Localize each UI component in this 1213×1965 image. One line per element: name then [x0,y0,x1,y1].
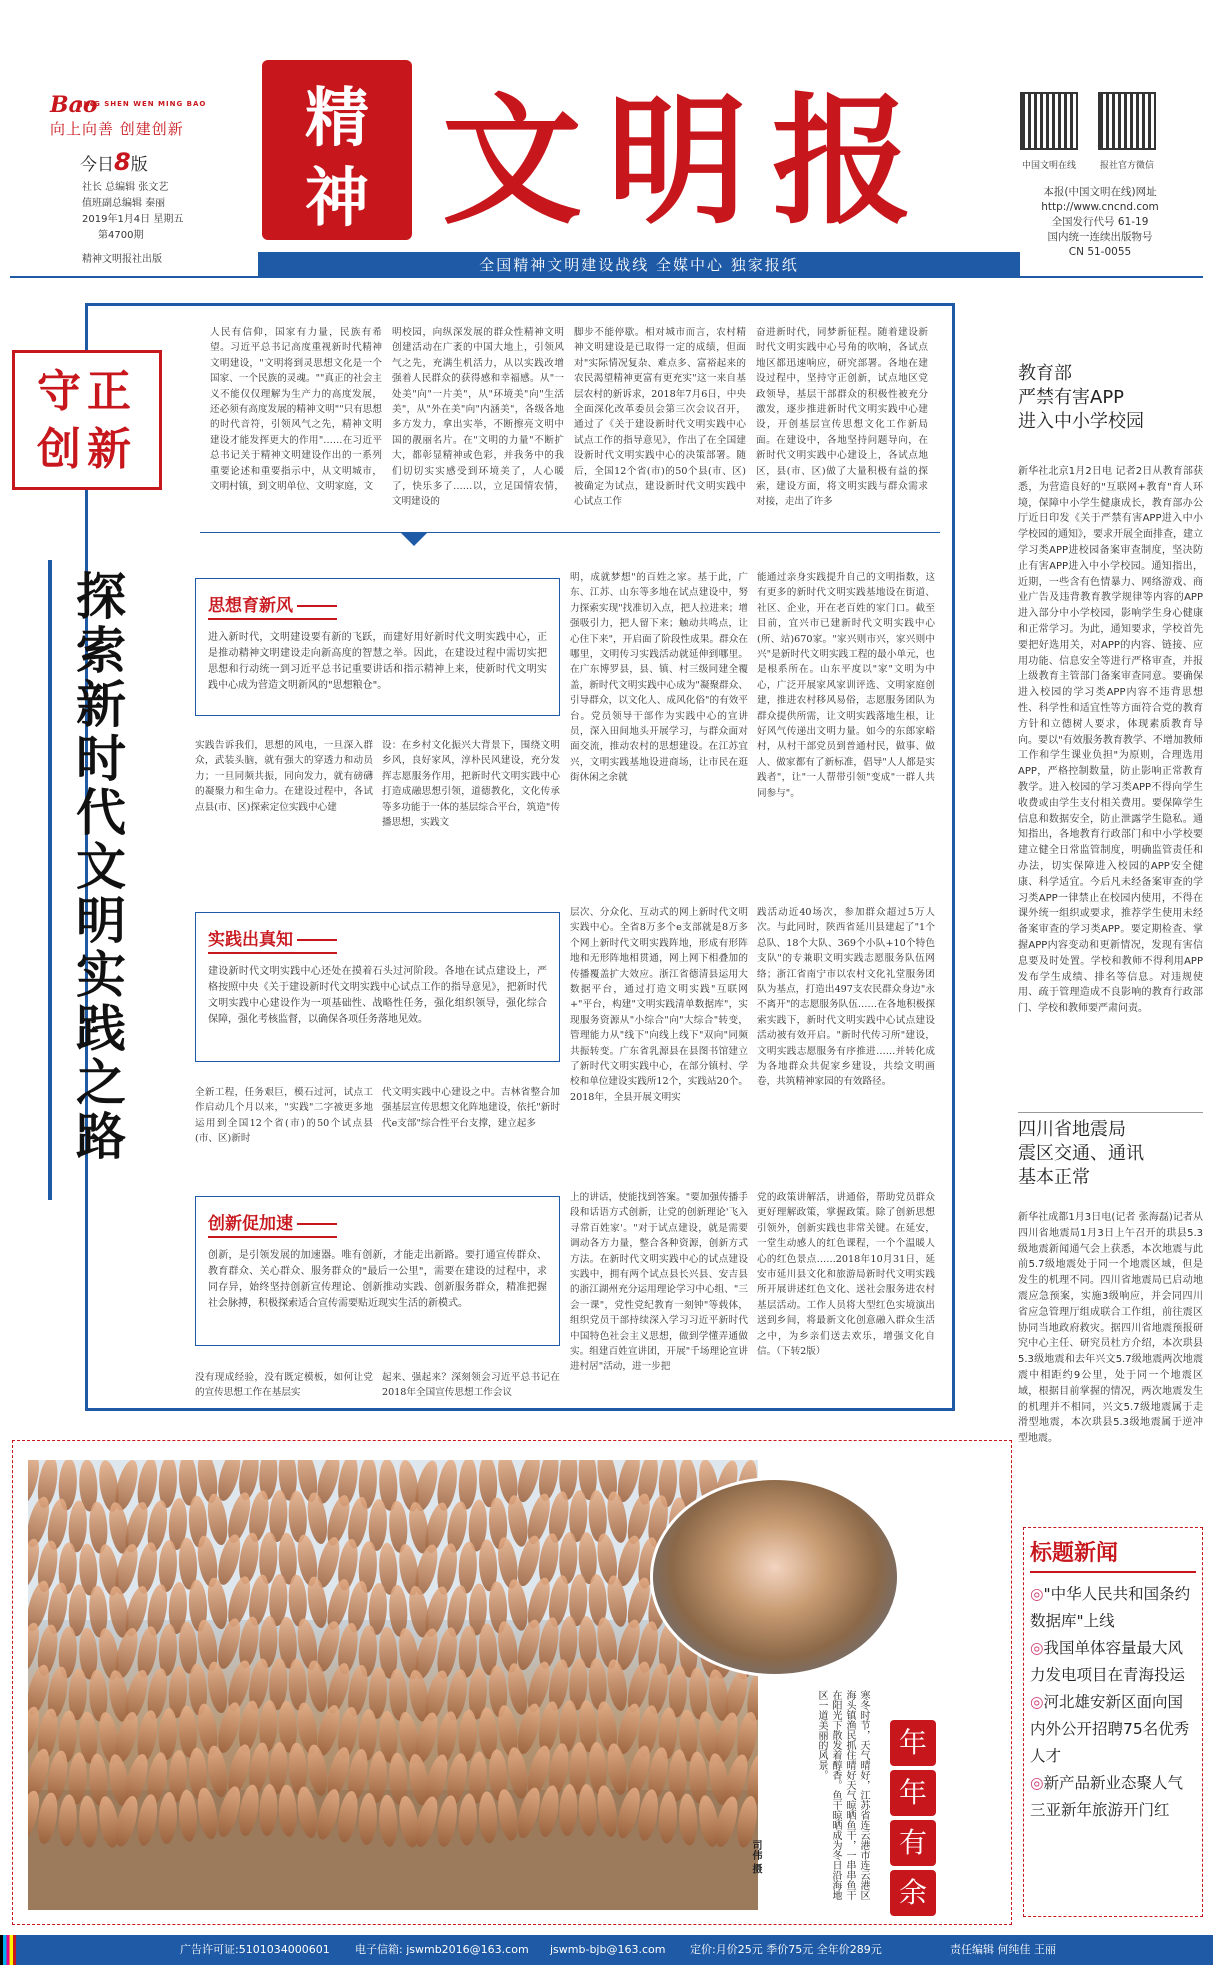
section-2-intro-box [195,912,560,1062]
headline-item[interactable] [1030,1770,1196,1824]
bullet-icon: ◎ [1030,1585,1044,1603]
headline-item-text: 河北雄安新区面向国内外公开招聘75名优秀人才 [1030,1693,1190,1765]
section-1-column-1: 实践告诉我们，思想的风电，一旦深入群众，武装头脑，就有强大的穿透力和动员力；一旦同频共振，同向发力，就有磅礴的凝聚力和生命力。在建设过程中，各试点县(市、区)探索定位实践中心建 [195,740,373,813]
masthead-blue-bar: 全国精神文明建设战线 全媒中心 独家报纸 [258,252,1020,278]
today-prefix: 今日 [80,155,114,175]
sidebar-story-2-body: 新华社成都1月3日电(记者 张海磊)记者从四川省地震局1月3日上午召开的珙县5.3级地震新闻通气会上获悉，本次地震与此前5.7级地震处于同一个地震区域，但是发生的机理不同。四川省地震局已启动地震应急预案，实施3级响应，并会同四川省应急管理厅组成联合工作组，前往震区协同当地政府救灾。据四川省地震预报研究中心主任、研究员杜方介绍，本次珙县5.3级地震和去年兴文5.7级地震两次地震震中相距约9公里，处于同一个地震区域，根据目前掌握的情况，两次地震发生的机理并不相同，兴文5.7级地震属于走滑型地震，本次珙县5.3级地震属于逆冲型地震。 [1018,1212,1203,1445]
footer-bar [0,1935,1213,1965]
section-1-column-3: 明，成就梦想"的百姓之家。基于此，广东、江苏、山东等多地在试点建设中，努力探索实现"找准切入点，把人拉进来；增强吸引力，把人留下来；触动共鸣点，让心住下来"，开启面了阶段性成果。群众在哪里，文明传习实践活动就延伸到哪里。在广东博罗县，县、镇、村三级同建全覆盖，新时代文明实践中心成为"凝聚群众、引导群众，以文化人、成风化俗"的有效平台。党员领导干部作为实践中心的宣讲员，深入田间地头开展学习，与群众面对面交流，推动农村的思想建设。在江苏宜兴，文明实践基地设进商场，让市民在逛街休闲之余就 [570,572,748,784]
badge-line-2: 创新 [37,424,137,475]
title-char-jing: 精 [305,81,369,156]
sidebar-story-1-body: 新华社北京1月2日电 记者2日从教育部获悉，为营造良好的"互联网+教育"育人环境，保障中小学生健康成长，教育部办公厅近日印发《关于严禁有害APP进入中小学校园的通知》，要求开展全面排查，建立学习类APP进校园备案审查制度，坚决防止有害APP进入中小学校园。通知指出，近期，一些含有色情暴力、网络游戏、商业广告及违背教育教学规律等内容的APP进入部分中小学校园，影响学生身心健康和正常学习。为此，通知要求，学校首先要把好选用关，对APP的内容、链接、应用功能、信息安全等进行严格审查，并报上级教育主管部门备案审查同意。要确保进入校园的学习类APP内容不违背思想性、科学性和适宜性等方面符合党的教育方针和立德树人要求，体现素质教育导向。要以"有效服务教育教学、不增加教师工作和学生课业负担"为原则，合理选用APP，严格控制数量，防止影响正常教育教学。进入校园的学习类APP不得向学生收费或由学生支付相关费用。要保障学生信息和数据安全，防止泄露学生隐私。通知指出，各地教育行政部门和中小学校要建立健全日常监管制度，明确监管责任和办法，切实保障进入校园的APP安全健康、科学适宜。今后凡未经备案审查的学习类APP一律禁止在校园内使用，不得在课外统一组织或要求，推荐学生使用未经备案审查的学习类APP。要定期检查、掌握APP内容变动和更新情况，发现有害信息要及时处置。学校和教师不得利用APP发布学生成绩、排名等信息。对违规使用、疏于管理造成不良影响的教育行政部门、学校和教师要严肃问责。 [1018,466,1203,1015]
section-3-intro-box [195,1196,560,1346]
section-2-title: 实践出真知 [208,925,337,954]
qr-code-icon [1098,92,1156,150]
headline-item-text: 我国单体容量最大风力发电项目在青海投运 [1030,1639,1186,1684]
print-color-bar [0,1935,16,1965]
badge-line-1: 守正 [37,366,137,417]
section-1-intro-box [195,578,560,716]
bullet-icon: ◎ [1030,1693,1044,1711]
bullet-icon: ◎ [1030,1774,1044,1792]
footer-license: 广告许可证:5101034000601 [180,1943,330,1956]
section-1-title: 思想育新风 [208,591,337,620]
newspaper-logo-mark: Bao [50,92,98,118]
dried-fish-illustration [28,1460,758,1910]
title-char-wen: 文 [441,80,583,244]
section-3-column-1: 没有现成经验，没有既定模板，如何让党的宣传思想工作在基层实 [195,1372,373,1399]
footer-price: 定价:月价25元 季价75元 全年价289元 [690,1943,882,1956]
headline-item[interactable] [1030,1689,1196,1770]
newspaper-slogan: 向上向善 创建创新 [50,120,184,138]
today-pages [80,148,148,176]
website-url[interactable]: http://www.cncnd.com [1041,201,1159,213]
feature-headline: 探索新时代文明实践之路 [68,570,126,1164]
section-3-column-3: 上的讲话，使能找到答案。"要加强传播手段和话语方式创新，让党的创新理论'飞入寻常百姓家'。"对于试点建设，就是需要调动各方力量，整合各种资源，创新方式方法。在新时代文明实践中心的试点建设实践中，拥有两个试点县长兴县、安吉县的浙江湖州充分运用理论学习中心组、"三会一课"，党性党纪教育一刻钟"等载体，组织党员干部持续深入学习习近平新时代中国特色社会主义思想，做到学懂弄通做实。组建百姓宣讲团，开展"千场理论宣讲进村居"活动，进一步把 [570,1192,748,1373]
photo-caption: 寒冬时节，天气晴好，江苏省连云港市连云港区海头镇渔民抓住晴好天气晾晒鱼干，一串串鱼干在阳光下散发着醇香。鱼干晾晒成为冬日沿海地区一道美丽的风景。 [816,1690,869,1900]
website-label: 本报(中国文明在线)网址 [1043,186,1157,198]
meta-date: 2019年1月4日 星期五 [82,214,184,225]
section-1-column-4: 能通过亲身实践提升自己的文明指数，这有更多的新时代文明实践基地设在街道、社区、企业，开在老百姓的家门口。截至目前，宜兴市已建新时代文明实践中心(所、站)670家。"家兴则市兴，家兴则中兴"是新时代文明实践工程的最小单元，也是根系所在。山东平度以"家"文明为中心，广泛开展家风家训评选、文明家庭创建，推进农村移风易俗，志愿服务团队为群众提供所需，让文明实践落地生根，让好风气传递出文明力量。如今的东郎家峪村，从村干部党员到普通村民，做事、做人、做家都有了新标准，倡导"人人都是实践者"，让"一人帮带引领"变成"一群人共同参与"。 [757,572,935,799]
sidebar-story-2-title: 四川省地震局 震区交通、通讯 基本正常 [1018,1119,1144,1188]
intro-column-1: 人民有信仰，国家有力量，民族有希望。习近平总书记高度重视新时代精神文明建设，"文明将到灵思想文化是一个国家、一个民族的灵魂。""真正的社会主义不能仅仅理解为生产力的高度发展，还必须有高度发展的精神文明""只有思想的时代音符，引领风气之先，精神文明建设才能发挥更大的作用"……在习近平总书记关于精神文明建设作出的一系列重要论述和重要指示中，从文明城市，文明村镇，到文明单位、文明家庭，文 [210,327,382,493]
meta-line-1: 社长 总编辑 张文艺 [82,182,169,193]
footer-email[interactable]: 电子信箱: jswmb2016@163.com [355,1943,529,1956]
meta-issue: 第4700期 [98,230,144,241]
headline-item-text: "中华人民共和国条约数据库"上线 [1030,1585,1191,1630]
section-2-column-1: 全新工程，任务艰巨，模石过河，试点工作启动几个月以来，"实践"二字被更多地运用到全国12个省(市)的50个试点县(市、区)新时 [195,1087,373,1145]
section-2-column-2: 代文明实践中心建设之中。吉林省整合加强基层宣传思想文化阵地建设，依托"新时代e支部"综合性平台支撑，建立起多 [382,1087,560,1129]
qr-code-icon [1020,92,1078,150]
headline-item[interactable] [1030,1635,1196,1689]
photo-credit: 司伟 摄 [750,1840,761,1874]
headline-news-title: 标题新闻 [1030,1536,1196,1573]
chevron-down-icon [400,532,428,546]
newspaper-title-calligraphy [262,60,942,245]
right-meta-block [1030,185,1170,260]
intro-column-4: 奋进新时代，同梦新征程。随着建设新时代文明实践中心号角的吹响，各试点地区都迅速响应，研究部署。各地在建设过程中，坚持守正创新，试点地区党政领导，基层干部群众的积极性被充分激发，逐步推进新时代文明实践中心建设，开创基层宣传思想文化工作新局面。在建设中，各地坚持问题导向，在新时代文明实践中心建设上，各试点地区，县(市、区)做了大量积极有益的探索，建设方面，将文明实践与群众需求对接，走出了许多 [756,327,928,508]
distribution-code: 全国发行代号 61-19 [1051,216,1149,228]
seal-char-2: 年 [890,1770,936,1816]
sidebar-story-1-title: 教育部 严禁有害APP 进入中小学校园 [1018,363,1144,432]
fisherman-inset-photo [650,1477,900,1677]
title-char-shen: 神 [305,161,369,236]
section-3-intro: 创新，是引领发展的加速器。唯有创新，才能走出新路。要打通宣传群众、教育群众、关心群众、服务群众的"最后一公里"，需要在建设的过程中，求同存异，始终坚持创新宣传理论、创新推动实践、创新服务群众，精准把握社会脉搏，积极探索适合宣传需要贴近现实生活的新模式。 [208,1250,547,1309]
headline-item-text: 新产品新业态聚人气 三亚新年旅游开门红 [1030,1774,1184,1819]
seal-char-1: 年 [890,1720,936,1766]
qr-label-wechat: 报社官方微信 [1099,161,1154,171]
headline-news-box [1023,1527,1203,1917]
intro-column-2: 明校园，向纵深发展的群众性精神文明创建活动在广袤的中国大地上，引领风气之先，充满生机活力，从以实践改增强着人民群众的获得感和幸福感。从"一处美"向"一片美"，从"环境美"向"生活美"，从"外在美"向"内涵美"，各级各地多方发力，拿出实举，不断擦亮文明中国的靓丽名片。在"文明的力量"不断扩大，都彰显精神或色彩，并我务中的我们切切实实感受到环境美了，人心暖了，快乐多了……以，立足国情农情，文明建设的 [392,327,564,508]
today-page-count: 8 [114,148,131,176]
section-2-column-4: 践活动近40场次，参加群众超过5万人次。与此同时，陕西省延川县建起了"1个总队、18个大队、369个小队+10个特色支队"的专兼职文明实践志愿服务队伍网络；浙江省南宁市以农村文化礼堂服务团队为基点，打造出497支农民群众身边"永不离开"的志愿服务队伍……在各地积极探索实践下，新时代文明实践中心试点建设活动被有效开启。"新时代传习所"建设，文明实践志愿服务有序推进……并转化成为各地群众共促家乡建设，共绘文明画卷，共筑精神家园的有效路径。 [757,907,935,1088]
title-char-ming: 明 [606,80,748,244]
title-char-bao: 报 [771,80,913,244]
seal-char-4: 余 [890,1870,936,1916]
section-2-column-3: 层次、分众化、互动式的网上新时代文明实践中心。全省8万多个e支部就是8万多个网上新时代文明实践阵地，形成有形阵地和无形阵地相贯通，网上网下相叠加的传播覆盖扩大效应。浙江省德清县运用大数据平台，通过打造文明实践"互联网+"平台，构建"文明实践清单数据库"，实现服务资源从"小综合"向"大综合"转变，管理能力从"线下"向线上线下"双向"同频共振转变。广东省乳源县在县图书馆建立了新时代文明实践中心，在部分镇村、学校和单位建设实践所12个，实践站20个。2018年，全县开展文明实 [570,907,748,1103]
footer-email-2[interactable]: jswmb-bjb@163.com [550,1943,666,1956]
intro-column-3: 脚步不能停歇。相对城市而言，农村精神文明建设是已取得一定的成绩，但面对"实际情况复杂、难点多、富裕起来的农民渴望精神更富有更充实"这一来自基层农村的新诉求，2018年7月6日，中央全面深化改革委员会第三次会议召开，通过了《关于建设新时代文明实践中心试点工作的指导意见》，作出了在全国建设新时代文明实践中心的决策部署。随后，全国12个省(市)的50个县(市、区)被确定为试点，建设新时代文明实践中心试点工作 [574,327,746,508]
section-1-intro: 进入新时代，文明建设要有新的飞跃，而建好用好新时代文明实践中心，正是推动精神文明建设走向新高度的智慧之举。因此，在建设过程中需切实把思想和行动统一到习近平总书记重要讲话和指示精神上来，使新时代文明实践中心成为营造文明新风的"思想粮仓"。 [208,632,547,691]
headline-item[interactable] [1030,1581,1196,1635]
meta-line-2: 值班副总编辑 秦丽 [82,198,166,209]
dried-fish-photo [28,1460,758,1910]
section-2-intro: 建设新时代文明实践中心还处在摸着石头过河阶段。各地在试点建设上，严格按照中央《关于建设新时代文明实践中心试点工作的指导意见》，把新时代文明实践中心建设作为一项基础性、战略性任务，强化组织领导，强化综合保障，强化考核监督，以确保各项任务落地见效。 [208,966,547,1025]
section-3-column-4: 党的政策讲解活，讲通俗，帮助党员群众更好理解政策，掌握政策。除了创新思想引领外，创新实践也非常关键。在延安，一堂生动感人的红色课程，一个个温暖人心的红色景点……2018年10月31日，延安市延川县文化和旅游局新时代文明实践所开展讲述红色文化、送社会服务进农村基层活动。工作人员将大型红色实境演出送到乡间，将最新文化创意融入群众生活之中，为乡亲们送去欢乐，增强文化自信。（下转2版） [757,1192,935,1358]
qr-label-website: 中国文明在线 [1021,161,1076,171]
section-1-column-2: 设：在乡村文化振兴大背景下，围绕文明乡风，良好家风，淳朴民风建设，充分发挥志愿服务作用，把新时代文明实践中心打造成融思想引领，道德教化，文化传承等多功能于一体的基层综合平台，筑造"传播思想，实践文 [382,740,560,829]
dried-fish [734,1711,758,1765]
section-3-title: 创新促加速 [208,1209,337,1238]
section-3-column-2: 起来、强起来？深刻领会习近平总书记在2018年全国宣传思想工作会议 [382,1372,560,1399]
masthead-divider [10,276,1203,278]
meta-publisher: 精神文明报社出版 [82,254,162,265]
sidebar-divider [1018,1112,1203,1113]
headline-accent-bar [48,560,52,1200]
footer-editors: 责任编辑 何纯佳 王丽 [950,1943,1056,1956]
serial-number: CN 51-0055 [1068,246,1132,258]
serial-label: 国内统一连续出版物号 [1047,231,1153,243]
today-suffix: 版 [130,155,148,175]
newspaper-logo-english: JING SHEN WEN MING BAO [80,100,207,108]
intro-divider [200,532,940,533]
bullet-icon: ◎ [1030,1639,1044,1657]
badge-shouzheng-chuangxin [12,350,162,490]
seal-char-3: 有 [890,1820,936,1866]
